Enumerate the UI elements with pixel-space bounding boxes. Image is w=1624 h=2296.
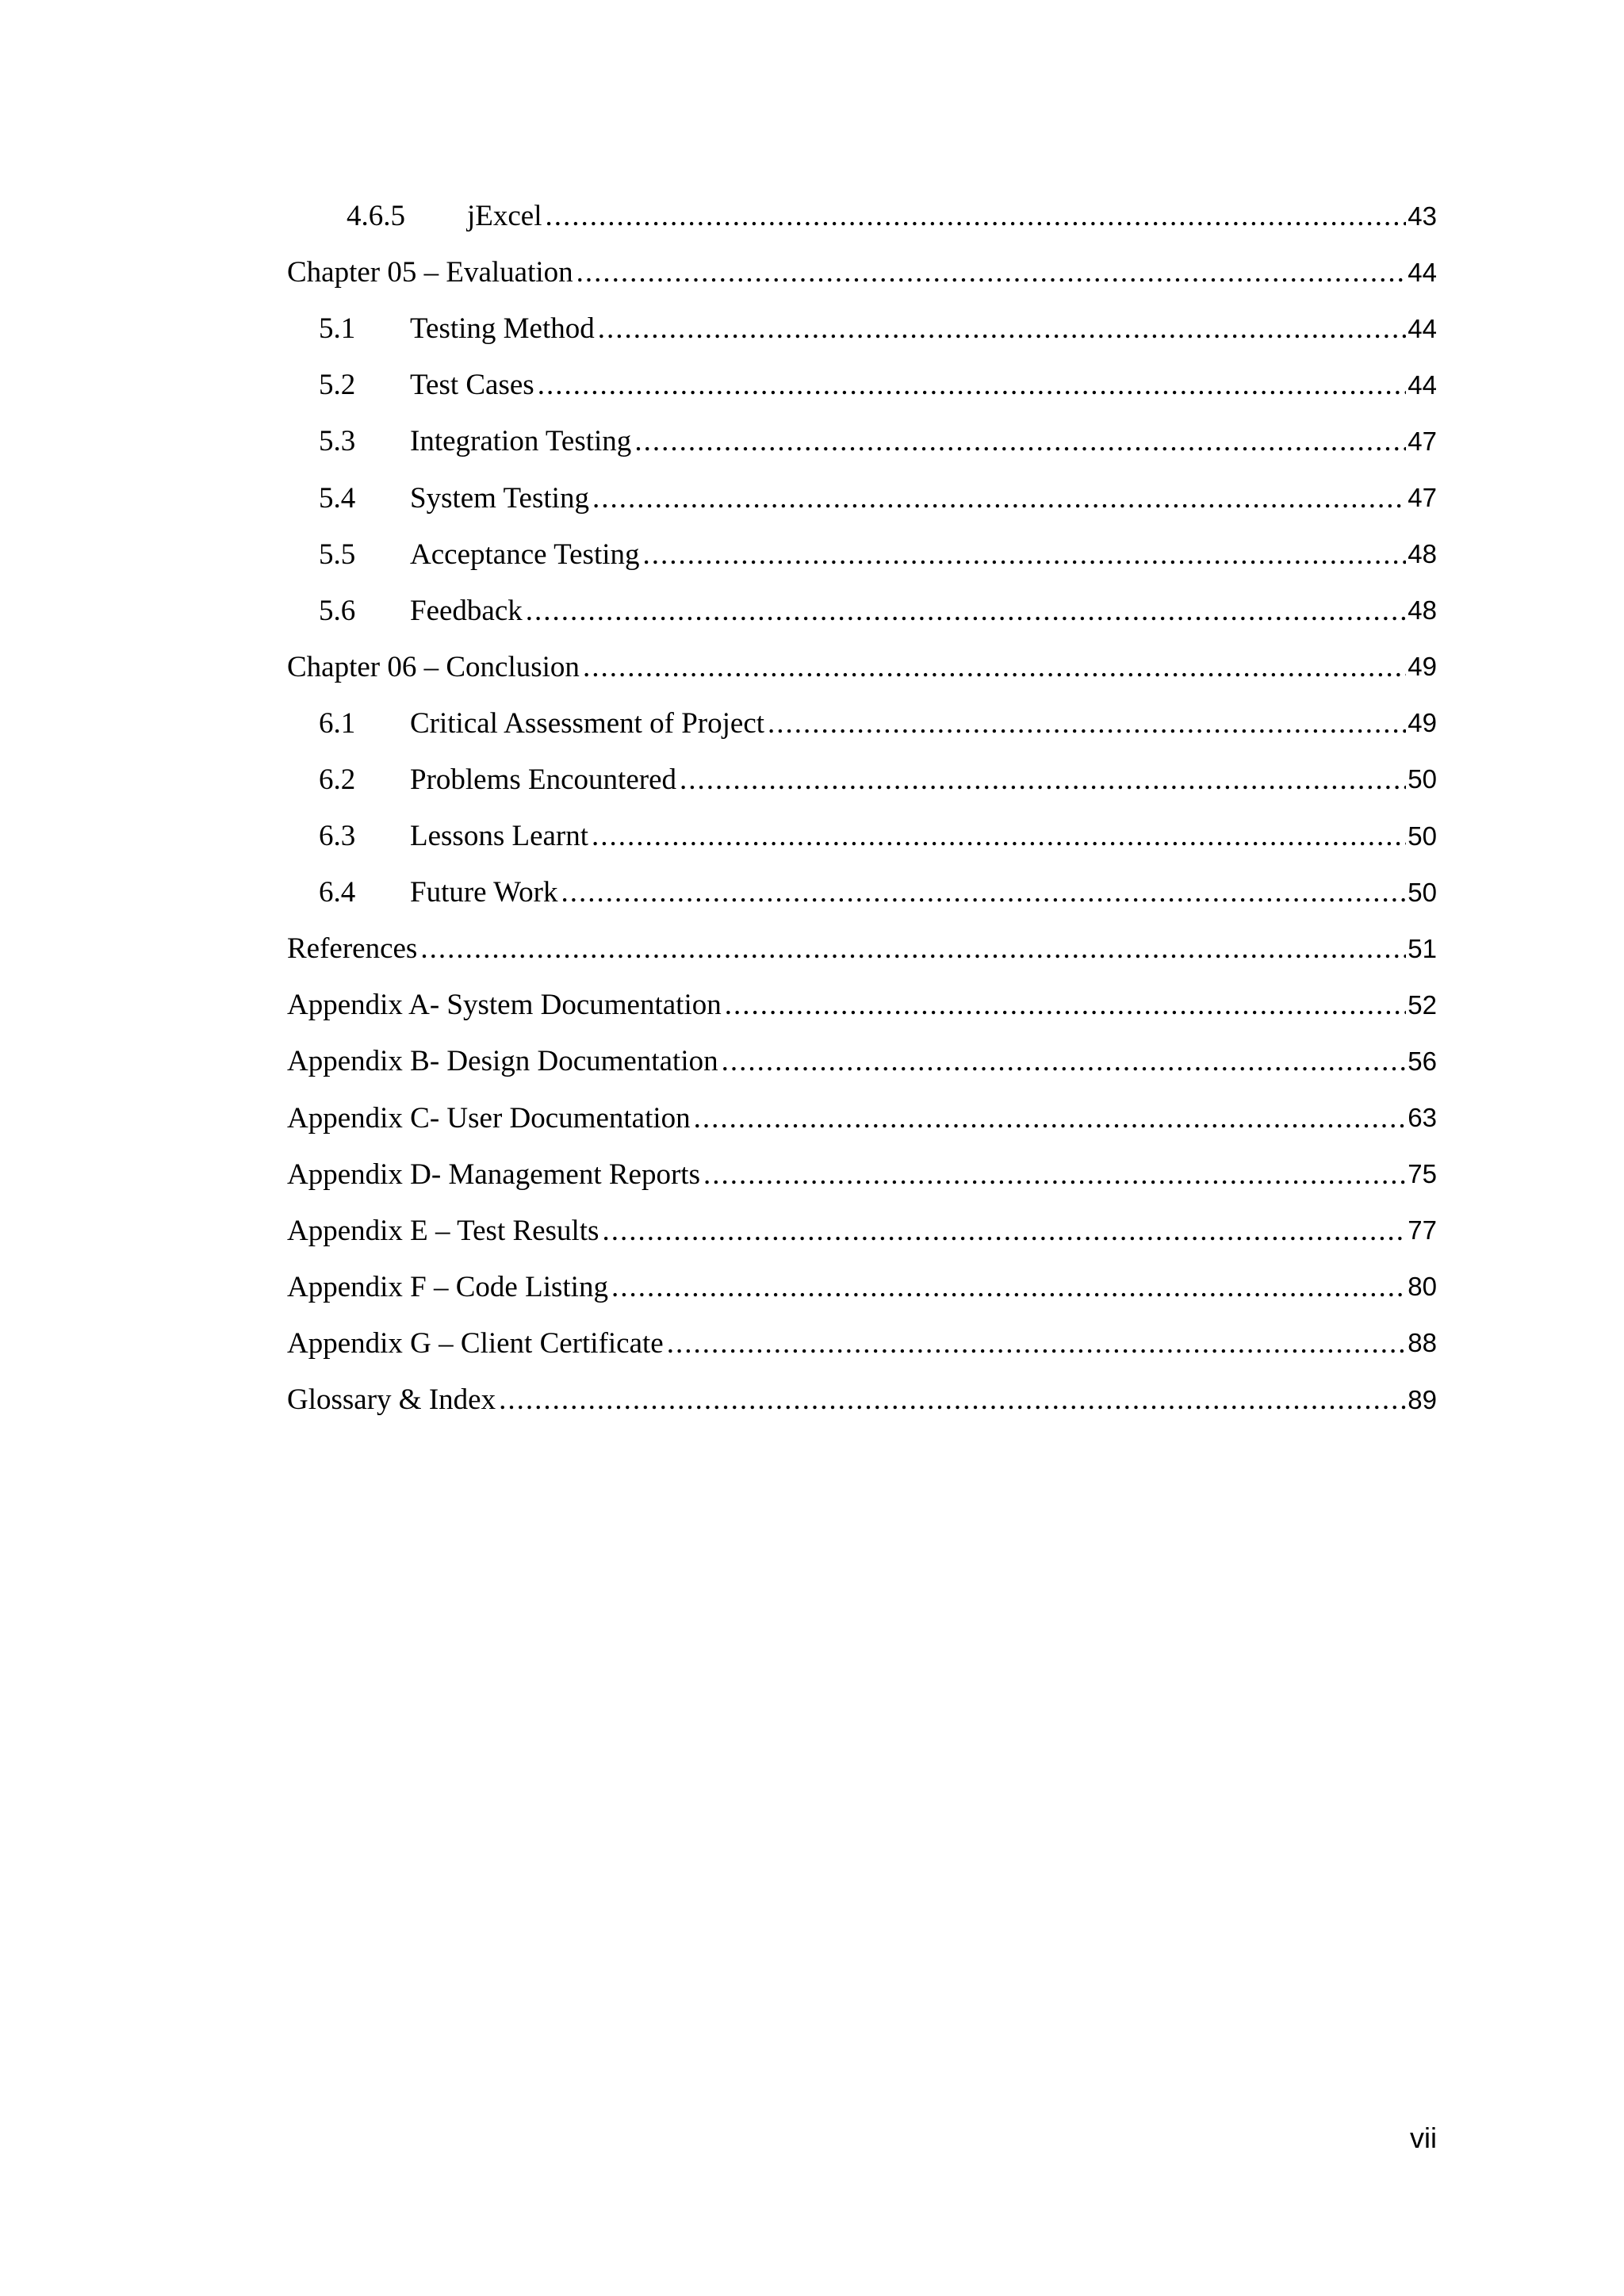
toc-entry[interactable] (287, 300, 1437, 357)
toc-entry[interactable] (287, 977, 1437, 1033)
toc-entry-page: 77 (1408, 1215, 1437, 1246)
toc-entry-number: 5.1 (319, 312, 356, 346)
toc-entry-number: 6.1 (319, 706, 356, 740)
toc-dot-leader (538, 368, 1407, 402)
toc-entry-page: 48 (1408, 595, 1437, 626)
toc-entry-number: 4.6.5 (347, 200, 405, 233)
toc-entry-title: Appendix D- Management Reports (287, 1158, 700, 1191)
toc-entry[interactable] (287, 583, 1437, 639)
toc-dot-leader (611, 1270, 1406, 1304)
toc-entry-page: 44 (1408, 313, 1437, 343)
toc-entry-title: Appendix F – Code Listing (287, 1270, 608, 1303)
toc-entry[interactable] (287, 864, 1437, 920)
toc-entry-page: 47 (1408, 426, 1437, 456)
toc-entry[interactable] (287, 469, 1437, 526)
toc-dot-leader (768, 706, 1406, 740)
toc-dot-leader (703, 1158, 1406, 1192)
toc-entry[interactable] (287, 808, 1437, 864)
toc-entry-number: 5.6 (319, 594, 356, 627)
toc-dot-leader (561, 875, 1406, 909)
toc-dot-leader (499, 1383, 1406, 1417)
toc-dot-leader (634, 424, 1406, 458)
toc-entry-page: 47 (1408, 483, 1437, 513)
toc-dot-leader (680, 763, 1406, 797)
toc-dot-leader (592, 481, 1406, 515)
toc-entry-number: 6.2 (319, 763, 356, 796)
toc-entry-title: Problems Encountered (410, 763, 676, 796)
toc-dot-leader (598, 312, 1407, 346)
toc-entry[interactable] (287, 188, 1437, 244)
toc-entry-page: 48 (1408, 539, 1437, 569)
toc-entry[interactable] (287, 1203, 1437, 1259)
page-number: vii (1410, 2122, 1437, 2154)
toc-entry-page: 44 (1408, 369, 1437, 400)
toc-entry-title: Appendix C- User Documentation (287, 1101, 691, 1135)
toc-entry-page: 51 (1408, 933, 1437, 963)
toc-entry-title: Integration Testing (410, 425, 632, 458)
toc-entry-title: Testing Method (410, 312, 595, 346)
toc-entry-number: 5.5 (319, 538, 356, 571)
toc-dot-leader (643, 538, 1407, 572)
toc-dot-leader (725, 988, 1407, 1022)
toc-entry-title: Appendix E – Test Results (287, 1214, 599, 1247)
toc-entry-title: Chapter 05 – Evaluation (287, 256, 573, 289)
toc-entry-page: 52 (1408, 989, 1437, 1020)
toc-entry[interactable] (287, 639, 1437, 695)
toc-entry-page: 49 (1408, 652, 1437, 682)
toc-entry-number: 6.4 (319, 876, 356, 909)
toc-entry[interactable] (287, 357, 1437, 413)
toc-entry-title: Chapter 06 – Conclusion (287, 650, 580, 683)
toc-dot-leader (722, 1044, 1407, 1078)
toc-entry-page: 44 (1408, 257, 1437, 287)
toc-entry[interactable] (287, 1033, 1437, 1089)
toc-entry-title: Appendix B- Design Documentation (287, 1045, 718, 1078)
toc-entry-page: 75 (1408, 1159, 1437, 1189)
toc-entry-title: Lessons Learnt (410, 820, 589, 853)
toc-entry-number: 5.4 (319, 481, 356, 515)
toc-dot-leader (667, 1326, 1407, 1360)
toc-entry-title: Appendix A- System Documentation (287, 989, 722, 1022)
toc-dot-leader (420, 932, 1406, 966)
toc-entry-page: 63 (1408, 1103, 1437, 1133)
table-of-contents (287, 188, 1437, 1428)
toc-entry[interactable] (287, 752, 1437, 808)
toc-entry[interactable] (287, 1146, 1437, 1203)
toc-entry-title: Future Work (410, 876, 558, 909)
toc-entry-number: 6.3 (319, 820, 356, 853)
toc-entry[interactable] (287, 1090, 1437, 1146)
toc-entry-page: 43 (1408, 201, 1437, 231)
toc-entry-title: jExcel (467, 200, 542, 233)
toc-entry-title: Critical Assessment of Project (410, 706, 765, 740)
toc-entry[interactable] (287, 1315, 1437, 1372)
toc-entry-number: 5.3 (319, 425, 356, 458)
toc-entry-page: 89 (1408, 1384, 1437, 1414)
toc-entry-number: 5.2 (319, 369, 356, 402)
toc-entry-title: References (287, 932, 418, 966)
toc-entry-page: 50 (1408, 877, 1437, 907)
toc-dot-leader (602, 1214, 1406, 1248)
toc-entry[interactable] (287, 526, 1437, 583)
toc-entry-title: Test Cases (410, 369, 534, 402)
toc-dot-leader (546, 199, 1407, 233)
toc-entry-page: 80 (1408, 1272, 1437, 1302)
toc-entry-title: Appendix G – Client Certificate (287, 1326, 664, 1360)
toc-entry-page: 49 (1408, 708, 1437, 738)
toc-entry[interactable] (287, 1259, 1437, 1315)
toc-entry-page: 88 (1408, 1328, 1437, 1358)
toc-dot-leader (583, 650, 1406, 684)
toc-entry-page: 56 (1408, 1046, 1437, 1076)
toc-entry-page: 50 (1408, 764, 1437, 794)
toc-entry-title: System Testing (410, 481, 589, 515)
toc-entry-title: Feedback (410, 594, 523, 627)
toc-entry-title: Glossary & Index (287, 1383, 496, 1417)
toc-entry-page: 50 (1408, 821, 1437, 851)
toc-dot-leader (694, 1101, 1407, 1135)
toc-entry[interactable] (287, 413, 1437, 469)
toc-dot-leader (526, 594, 1407, 628)
toc-entry[interactable] (287, 244, 1437, 300)
toc-entry[interactable] (287, 920, 1437, 977)
toc-entry[interactable] (287, 695, 1437, 752)
toc-dot-leader (592, 819, 1406, 853)
toc-entry[interactable] (287, 1372, 1437, 1428)
toc-entry-title: Acceptance Testing (410, 538, 640, 571)
toc-dot-leader (576, 255, 1407, 289)
